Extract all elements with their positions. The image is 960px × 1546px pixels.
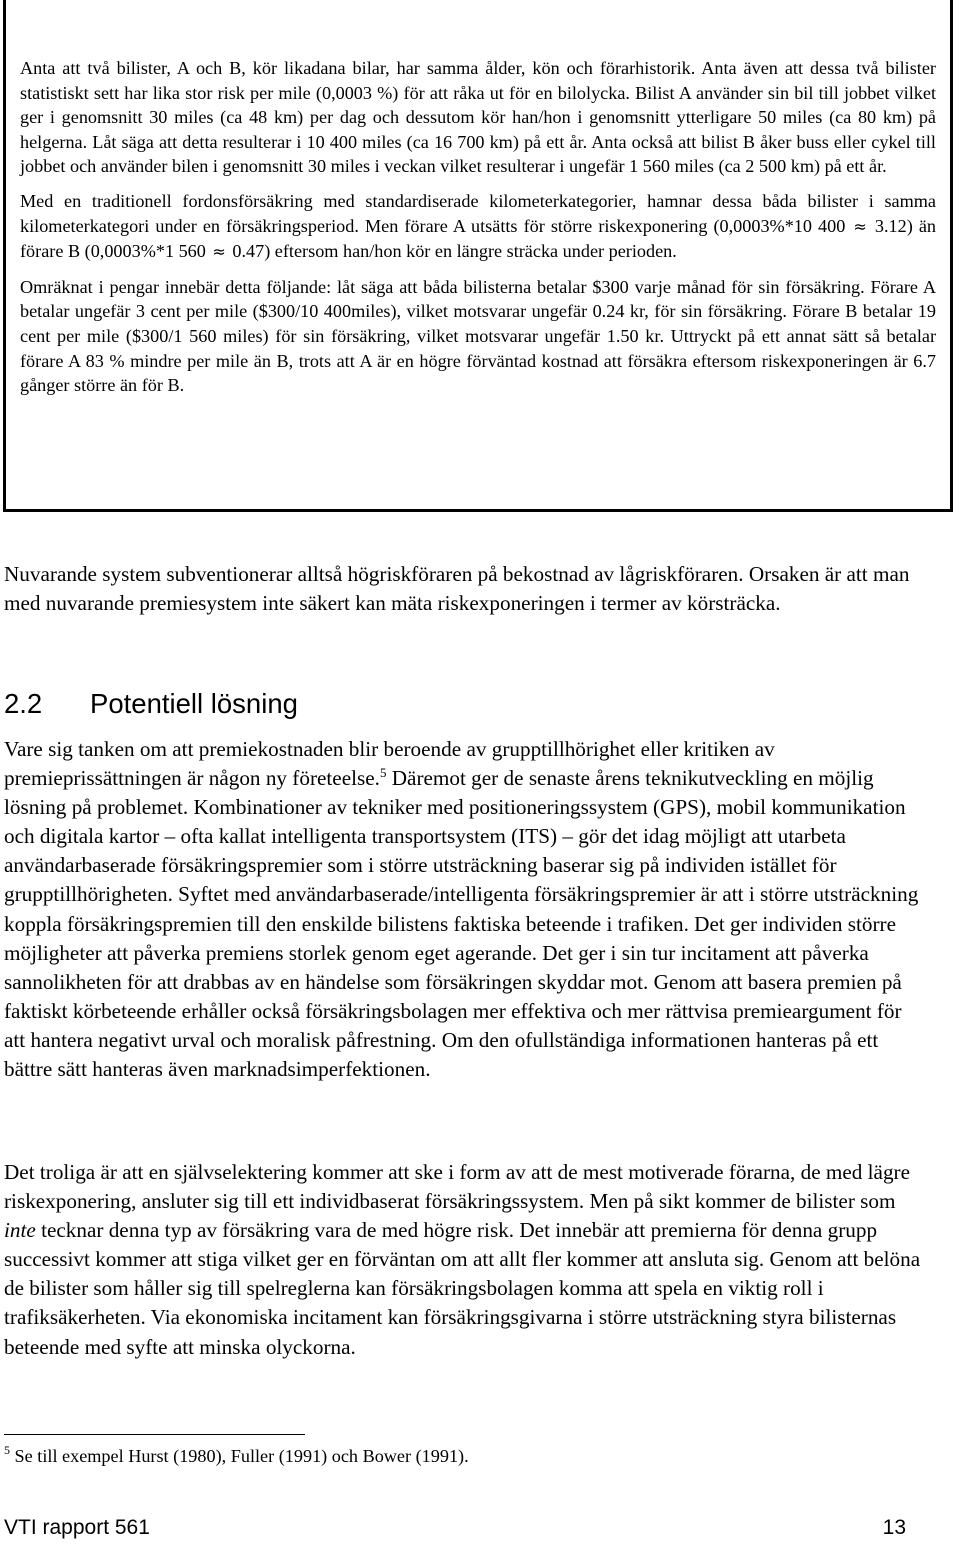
body-paragraph-2-text-cont: tecknar denna typ av försäkring vara de med högre risk. Det innebär att premierna för denna grupp successivt kommer att stiga vilket ger en förväntan om att allt fler kommer att ansluta sig. Genom att belöna de bilister som håller sig till spelreglerna kan försäkringsbolagen komma att spela en viktig roll i trafiksäkerheten. Via ekonomiska incitament kan försäkringsgivarna i större utsträckning styra bilisternas beteende med syfte att minska olyckorna. <box>4 1218 921 1359</box>
approx-symbol: ≈ <box>212 242 226 262</box>
body-paragraph-2 <box>4 1158 924 1362</box>
page-number: 13 <box>882 1516 906 1539</box>
body-paragraph-1 <box>4 735 924 1084</box>
footnote-number: 5 <box>4 1443 10 1457</box>
emphasis: inte <box>4 1218 36 1243</box>
section-number: 2.2 <box>4 688 43 719</box>
footnote <box>4 1443 469 1469</box>
body-paragraph-2-text: Det troliga är att en självselektering kommer att ske i form av att de mest motiverade förarna, de med lägre riskexponering, ansluter sig till ett individbaserat försäkringssystem. Men på sikt kommer de bilister som <box>4 1160 911 1214</box>
section-title: Potentiell lösning <box>90 688 298 719</box>
box-paragraph-1: Anta att två bilister, A och B, kör likadana bilar, har samma ålder, kön och förarhistorik. Anta även att dessa två bilister statistiskt sett har lika stor risk per mile (0,0003 %) för att råka ut för en bilolycka. Bilist A använder sin bil till jobbet vilket ger i genomsnitt 30 miles (ca 48 km) per dag och dessutom kör han/hon i genomsnitt ytterligare 50 miles (ca 80 km) på helgerna. Låt säga att detta resulterar i 10 400 miles (ca 16 700 km) på ett år. Anta också att bilist B åker buss eller cykel till jobbet och använder bilen i genomsnitt 30 miles i veckan vilket resulterar i ungefär 1 560 miles (ca 2 500 km) på ett år. <box>20 58 936 177</box>
body-paragraph-1-text-cont: Däremot ger de senaste årens teknikutveckling en möjlig lösning på problemet. Kombinationer av tekniker med positioneringssystem (GPS), mobil kommunikation och digitala kartor – ofta kallat intelligenta transportsystem (ITS) – gör det idag möjligt att utarbeta användarbaserade försäkringspremier som i större utsträckning baserar sig på individen istället för grupptillhörigheten. Syftet med användarbaserade/intelligenta försäkringspremier är att i större utsträckning koppla försäkringspremien till den enskilde bilistens faktiska beteende i trafiken. Det ger individen större möjligheter att påverka premiens storlek genom eget agerande. Det ger i sin tur incitament att påverka sannolikheten för att drabbas av en händelse som försäkringen skyddar mot. Genom att basera premien på faktiskt körbeteende erhåller också försäkringsbolagen mer effektiva och mer rättvisa premieargument för att hantera negativt urval och moralisk påfrestning. Om den ofullständiga informationen hanteras på ett bättre sätt hanteras även marknadsimperfektionen. <box>4 766 919 1082</box>
box-paragraph-3: Omräknat i pengar innebär detta följande: låt säga att båda bilisterna betalar $300 varje månad för sin försäkring. Förare A betalar ungefär 3 cent per mile ($300/10 400miles), vilket motsvarar ungefär 0.24 kr, för sin försäkring. Förare B betalar 19 cent per mile ($300/1 560 miles) för sin försäkring, vilket motsvarar ungefär 1.50 kr. Uttryckt på ett annat sätt så betalar förare A 83 % mindre per mile än B, trots att A är en högre förväntad kostnad att försäkra eftersom riskexponeringen är 6.7 gånger större än för B. <box>20 276 936 396</box>
body-paragraph-1-text: Vare sig tanken om att premiekostnaden blir beroende av grupptillhörighet eller kritiken av premieprissättningen är någon ny företeelse. <box>4 737 775 791</box>
footnote-text: Se till exempel Hurst (1980), Fuller (1991) och Bower (1991). <box>10 1446 469 1466</box>
intro-paragraph: Nuvarande system subventionerar alltså högriskföraren på bekostnad av lågriskföraren. Orsaken är att man med nuvarande premiesystem inte säkert kan mäta riskexponeringen i termer av körsträcka. <box>4 562 910 616</box>
page-footer <box>4 1515 906 1541</box>
example-box <box>3 0 953 512</box>
box-paragraph-2-part2: 3.12) än förare B (0,0003%*1 560 <box>20 215 937 262</box>
report-name: VTI rapport 561 <box>4 1516 150 1539</box>
box-paragraph-2-part3: 0.47) eftersom han/hon kör en längre sträcka under perioden. <box>232 241 677 262</box>
footnote-divider <box>4 1434 305 1435</box>
box-paragraph-2-part1: Med en traditionell fordonsförsäkring med standardiserade kilometerkategorier, hamnar dessa båda bilister i samma kilometerkategori under en försäkringsperiod. Men förare A utsätts för större riskexponering (0,0003%*10 400 <box>20 190 936 236</box>
section-heading <box>4 686 298 722</box>
approx-symbol: ≈ <box>853 216 867 236</box>
box-paragraph-2 <box>20 189 936 265</box>
footnote-reference[interactable]: 5 <box>379 765 387 781</box>
